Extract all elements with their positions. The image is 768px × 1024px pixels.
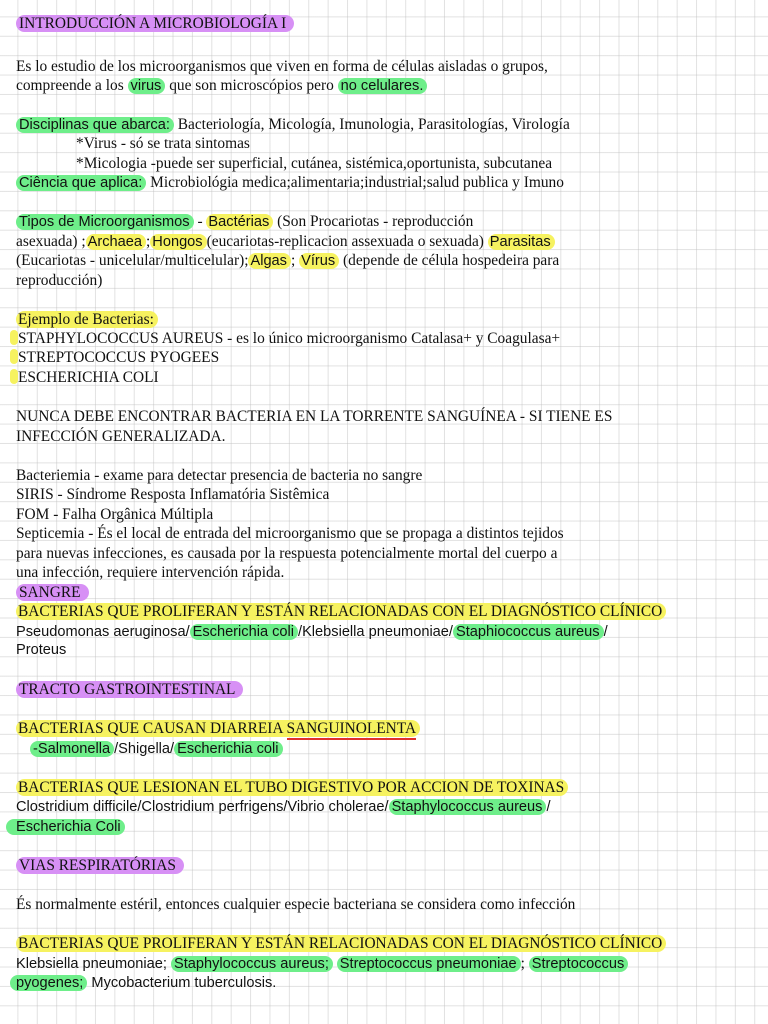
tipos-text: asexuada) ; bbox=[16, 233, 86, 250]
intro-line-1: Es lo estudio de los microorganismos que viven en forma de células aisladas o grupos, bbox=[16, 58, 548, 75]
tipos-text: ; bbox=[290, 252, 300, 269]
highlight-virus: virus bbox=[128, 78, 166, 94]
highlight-hongos: Hongos bbox=[150, 234, 206, 250]
gi-text: / bbox=[546, 799, 551, 815]
def-septicemia-3: una infección, requiere intervención rápida. bbox=[16, 564, 285, 581]
resp-text: ; bbox=[520, 955, 529, 972]
def-septicemia-2: para nuevas infecciones, es causada por la respuesta potencialmente mortal del cuerpo a bbox=[16, 545, 558, 562]
sangre-heading bbox=[16, 583, 760, 602]
ejemplo-text: STAPHYLOCOCCUS AUREUS - es lo único microorganismo Catalasa+ y Coagulasa+ bbox=[18, 330, 561, 347]
tipos-label: Tipos de Microorganismos bbox=[16, 214, 194, 230]
bullet-dot bbox=[10, 330, 18, 345]
gi-heading bbox=[16, 680, 760, 699]
tipos-line-3 bbox=[16, 251, 760, 271]
gi-heading-text: TRACTO GASTROINTESTINAL bbox=[16, 681, 243, 698]
highlight-bacterias: Bactérias bbox=[206, 214, 273, 230]
highlight-pyogenes: pyogenes; bbox=[10, 975, 87, 991]
gi-line-1 bbox=[16, 797, 760, 817]
highlight-ecoli-gi-2: Escherichia Coli bbox=[6, 819, 125, 835]
highlight-archaea: Archaea bbox=[86, 234, 146, 250]
tipos-text: (Eucariotas - unicelular/multicelular); bbox=[16, 252, 249, 269]
tipos-line-1 bbox=[16, 212, 760, 232]
disciplinas-label: Disciplinas que abarca: bbox=[16, 117, 174, 133]
sangre-text: / bbox=[603, 624, 608, 640]
bullet-dot bbox=[10, 349, 18, 364]
ejemplos-label: Ejemplo de Bacterias: bbox=[16, 311, 158, 328]
tipos-line-2 bbox=[16, 232, 760, 252]
resp-heading-text: VIAS RESPIRATÓRIAS bbox=[16, 857, 184, 874]
tipos-text: ; bbox=[146, 233, 151, 250]
sangre-sub-text: BACTERIAS QUE PROLIFERAN Y ESTÁN RELACIONADAS CON EL DIAGNÓSTICO CLÍNICO bbox=[16, 603, 666, 620]
gi-sub-1 bbox=[16, 719, 760, 738]
highlight-algas: Algas bbox=[248, 253, 291, 269]
resp-line-3 bbox=[10, 973, 760, 993]
sanguinolenta-underlined: SANGUINOLENTA bbox=[287, 720, 417, 740]
highlight-ecoli-gi: Escherichia coli bbox=[174, 741, 282, 757]
resp-sub bbox=[16, 934, 760, 953]
bullet-dot bbox=[10, 369, 18, 384]
nunca-line-2: INFECCIÓN GENERALIZADA. bbox=[16, 428, 226, 445]
ejemplo-strep bbox=[16, 348, 760, 367]
ejemplo-ecoli bbox=[16, 368, 760, 387]
highlight-streptococcus: Streptococcus bbox=[529, 956, 628, 972]
gi-line-2 bbox=[6, 817, 760, 837]
highlight-virus-tipo: Vírus bbox=[299, 253, 339, 269]
disciplinas-bullet-micologia: *Micologia -puede ser superficial, cutánea, sistémica,oportunista, subcutanea bbox=[76, 155, 553, 172]
gi-sub-2 bbox=[16, 778, 760, 797]
sangre-heading-text: SANGRE bbox=[16, 584, 89, 601]
intro-text: que son microscópios pero bbox=[165, 77, 338, 94]
highlight-parasitas: Parasitas bbox=[488, 234, 555, 250]
resp-line-1: És normalmente estéril, entonces cualquier especie bacteriana se considera como infección bbox=[16, 896, 576, 913]
gi-sub-2-text: BACTERIAS QUE LESIONAN EL TUBO DIGESTIVO POR ACCION DE TOXINAS bbox=[16, 779, 568, 796]
tipos-text: (depende de célula hospedeira para bbox=[339, 252, 560, 269]
tipos-text: (eucariotas-replicacion assexuada o sexuada) bbox=[206, 233, 488, 250]
highlight-staph-resp: Staphylococcus aureus; bbox=[171, 956, 333, 972]
tipos-text: (Son Procariotas - reproducción bbox=[273, 213, 474, 230]
disciplinas-bullet-virus: *Virus - só se trata sintomas bbox=[76, 135, 250, 152]
highlight-no-celulares: no celulares. bbox=[338, 78, 428, 94]
resp-sub-text: BACTERIAS QUE PROLIFERAN Y ESTÁN RELACIONADAS CON EL DIAGNÓSTICO CLÍNICO bbox=[16, 935, 666, 952]
ciencia-text: Microbiológia medica;alimentaria;industrial;salud publica y Imuno bbox=[146, 174, 564, 191]
highlight-staph: Staphiococcus aureus bbox=[453, 624, 604, 640]
sangre-sub bbox=[16, 602, 760, 621]
page-title bbox=[16, 14, 760, 33]
title-text: INTRODUCCIÓN A MICROBIOLOGÍA I bbox=[16, 15, 294, 32]
def-septicemia-1: Septicemia - És el local de entrada del microorganismo que se propaga a distintos tejidos bbox=[16, 525, 564, 542]
ejemplo-staph bbox=[16, 329, 760, 348]
highlight-ecoli: Escherichia coli bbox=[190, 624, 298, 640]
gi-sub-1-highlight bbox=[16, 720, 420, 737]
resp-heading bbox=[16, 856, 760, 875]
gi-text: Clostridium difficile/Clostridium perfrigens/Vibrio cholerae/ bbox=[16, 799, 389, 815]
sangre-text: /Klebsiella pneumoniae/ bbox=[298, 624, 453, 640]
resp-line-2 bbox=[16, 954, 760, 974]
ejemplo-text: STREPTOCOCCUS PYOGEES bbox=[18, 349, 220, 366]
nunca-line-1: NUNCA DEBE ENCONTRAR BACTERIA EN LA TORRENTE SANGUÍNEA - SI TIENE ES bbox=[16, 408, 613, 425]
highlight-staph-gi: Staphylococcus aureus bbox=[389, 799, 547, 815]
sangre-line-1 bbox=[16, 622, 760, 642]
def-bacteriemia: Bacteriemia - exame para detectar presencia de bacteria no sangre bbox=[16, 467, 423, 484]
resp-text: Klebsiella pneumoniae; bbox=[16, 956, 171, 972]
tipos-line-4: reproducción) bbox=[16, 272, 103, 289]
def-fom: FOM - Falha Orgânica Múltipla bbox=[16, 506, 214, 523]
disciplinas-text: Bacteriología, Micología, Imunologia, Parasitologías, Virología bbox=[173, 116, 570, 133]
resp-text: Mycobacterium tuberculosis. bbox=[87, 975, 277, 991]
ejemplos-heading bbox=[16, 310, 760, 329]
gi-text: /Shigella/ bbox=[114, 741, 175, 757]
ejemplo-text: ESCHERICHIA COLI bbox=[18, 369, 159, 386]
intro-text: compreende a los bbox=[16, 77, 128, 94]
gi-bacteria-line bbox=[30, 739, 760, 759]
intro-line-2 bbox=[16, 76, 760, 96]
ciencia-label: Ciência que aplica: bbox=[16, 175, 146, 191]
highlight-strep-pneumoniae: Streptococcus pneumoniae bbox=[337, 956, 521, 972]
sangre-line-2: Proteus bbox=[16, 642, 67, 658]
tipos-text: - bbox=[193, 213, 207, 230]
highlight-salmonella: -Salmonella bbox=[30, 741, 114, 757]
disciplinas-line bbox=[16, 115, 760, 135]
sangre-text: Pseudomonas aeruginosa/ bbox=[16, 624, 190, 640]
gi-sub-1-text: BACTERIAS QUE CAUSAN DIARREIA bbox=[18, 720, 287, 737]
def-siris: SIRIS - Síndrome Resposta Inflamatória Sistêmica bbox=[16, 486, 330, 503]
ciencia-line bbox=[16, 173, 760, 193]
